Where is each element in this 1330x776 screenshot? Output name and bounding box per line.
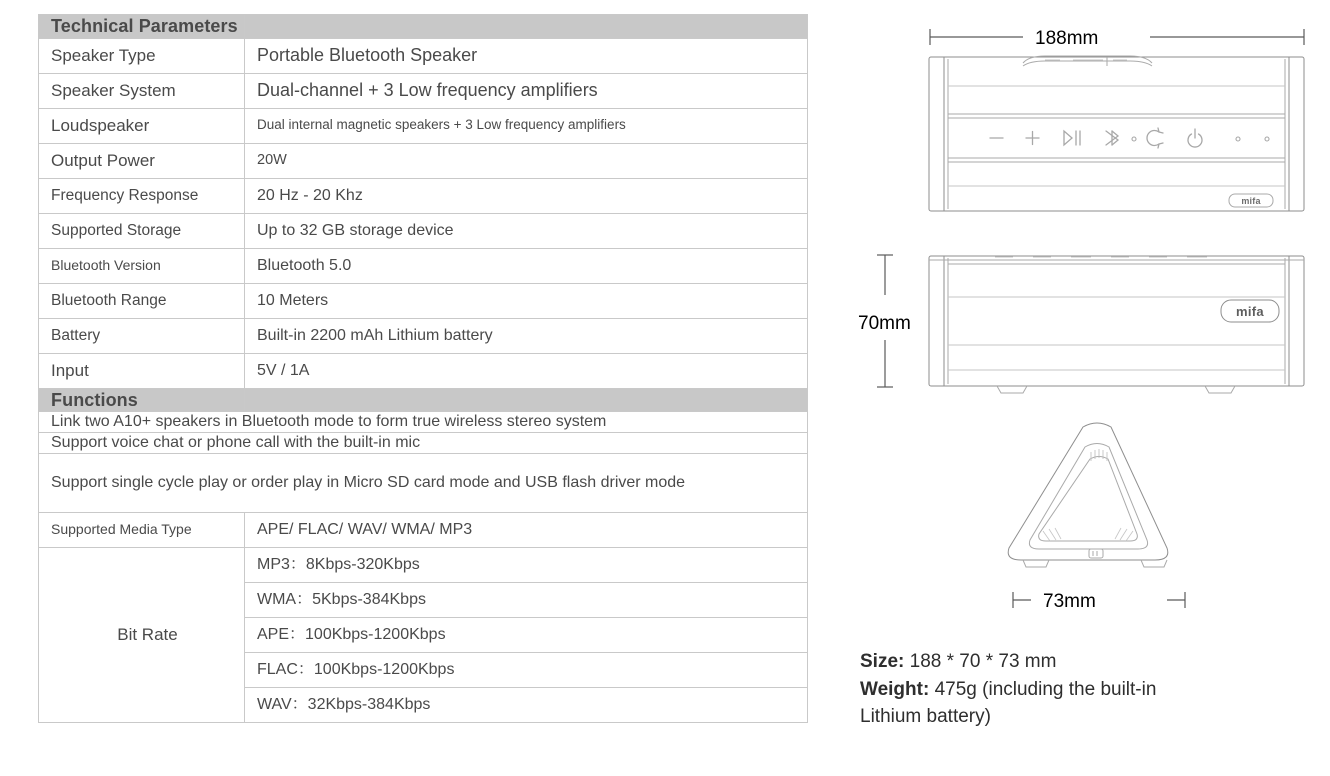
function-item: Support single cycle play or order play in Micro SD card mode and USB flash driver mode: [39, 454, 808, 513]
row-label-bit-rate: Bit Rate: [39, 548, 245, 723]
spec-table: [38, 14, 808, 723]
function-item: Link two A10+ speakers in Bluetooth mode to form true wireless stereo system: [39, 412, 808, 433]
row-label: Bluetooth Range: [39, 283, 245, 318]
speaker-front-view: [929, 256, 1304, 393]
weight-note-line2: Lithium battery): [860, 706, 991, 728]
table-row: [39, 143, 808, 178]
svg-text:mifa: mifa: [1236, 304, 1264, 319]
size-value: 188 * 70 * 73 mm: [909, 651, 1057, 672]
table-row: [39, 178, 808, 213]
weight-note: (including the built-in: [982, 678, 1157, 700]
bluetooth-icon[interactable]: [1106, 131, 1118, 145]
dimension-label-70mm: 70mm: [858, 313, 911, 334]
row-label: Input: [39, 353, 245, 388]
svg-text:mifa: mifa: [1241, 196, 1261, 206]
dimension-label-188mm: 188mm: [1035, 28, 1099, 49]
row-value: 5V / 1A: [245, 353, 808, 388]
bit-rate-value: APE：100Kbps-1200Kbps: [245, 618, 808, 653]
section-header-spacer: [245, 15, 808, 39]
row-value: Up to 32 GB storage device: [245, 213, 808, 248]
indicator-dot-1: [1132, 137, 1136, 141]
dimension-70mm: [858, 255, 911, 387]
table-row: [39, 353, 808, 388]
size-line: [860, 648, 1290, 676]
row-label: Battery: [39, 318, 245, 353]
size-weight-summary: [860, 648, 1290, 731]
dimension-73mm: [1013, 591, 1185, 612]
table-row: [39, 548, 808, 583]
bit-rate-value: FLAC：100Kbps-1200Kbps: [245, 653, 808, 688]
function-row: [39, 454, 808, 513]
function-row: [39, 412, 808, 433]
technical-specification-table: [38, 14, 808, 723]
row-label: Bluetooth Version: [39, 248, 245, 283]
row-value-media-type: APE/ FLAC/ WAV/ WMA/ MP3: [245, 513, 808, 548]
row-value: Dual internal magnetic speakers + 3 Low frequency amplifiers: [245, 108, 808, 143]
row-value: 10 Meters: [245, 283, 808, 318]
row-value: 20W: [245, 143, 808, 178]
section-header-row: [39, 15, 808, 39]
repeat-mode-icon[interactable]: [1147, 128, 1163, 148]
row-label: Speaker Type: [39, 38, 245, 73]
table-row: [39, 38, 808, 73]
row-label: Output Power: [39, 143, 245, 178]
size-label: Size:: [860, 651, 905, 672]
volume-up-icon[interactable]: [1026, 132, 1039, 145]
row-label: Supported Storage: [39, 213, 245, 248]
table-row: [39, 513, 808, 548]
section-header-spacer: [245, 388, 808, 412]
bit-rate-value: MP3：8Kbps-320Kbps: [245, 548, 808, 583]
weight-line: [860, 676, 1290, 704]
function-row: [39, 433, 808, 454]
section-header-row: [39, 388, 808, 412]
weight-label: Weight:: [860, 678, 930, 700]
section-header-functions: Functions: [39, 388, 245, 412]
speaker-control-panel: [990, 128, 1269, 148]
row-value: Bluetooth 5.0: [245, 248, 808, 283]
dimension-label-73mm: 73mm: [1043, 591, 1096, 612]
table-row: [39, 108, 808, 143]
indicator-dot-3: [1265, 137, 1269, 141]
row-label: Frequency Response: [39, 178, 245, 213]
brand-logo-mifa-front: [1221, 300, 1279, 322]
table-row: [39, 213, 808, 248]
brand-logo-mifa-top: [1229, 194, 1273, 207]
row-label-media-type: Supported Media Type: [39, 513, 245, 548]
table-row: [39, 73, 808, 108]
row-value: Built-in 2200 mAh Lithium battery: [245, 318, 808, 353]
table-row: [39, 283, 808, 318]
section-header-technical-parameters: Technical Parameters: [39, 15, 245, 39]
play-pause-icon[interactable]: [1064, 131, 1080, 145]
function-item: Support voice chat or phone call with the built-in mic: [39, 433, 808, 454]
row-value: 20 Hz - 20 Khz: [245, 178, 808, 213]
bit-rate-value: WMA：5Kbps-384Kbps: [245, 583, 808, 618]
dimension-188mm: [930, 28, 1304, 49]
indicator-dot-2: [1236, 137, 1240, 141]
bit-rate-value: WAV：32Kbps-384Kbps: [245, 688, 808, 723]
power-icon[interactable]: [1188, 129, 1202, 147]
table-row: [39, 248, 808, 283]
row-label: Loudspeaker: [39, 108, 245, 143]
table-row: [39, 318, 808, 353]
row-value: Dual-channel + 3 Low frequency amplifiers: [245, 73, 808, 108]
speaker-top-view: [929, 56, 1304, 211]
row-label: Speaker System: [39, 73, 245, 108]
product-diagrams-svg: [845, 0, 1330, 640]
weight-value: 475g: [934, 678, 977, 700]
row-value: Portable Bluetooth Speaker: [245, 38, 808, 73]
speaker-side-view: [1008, 423, 1168, 567]
